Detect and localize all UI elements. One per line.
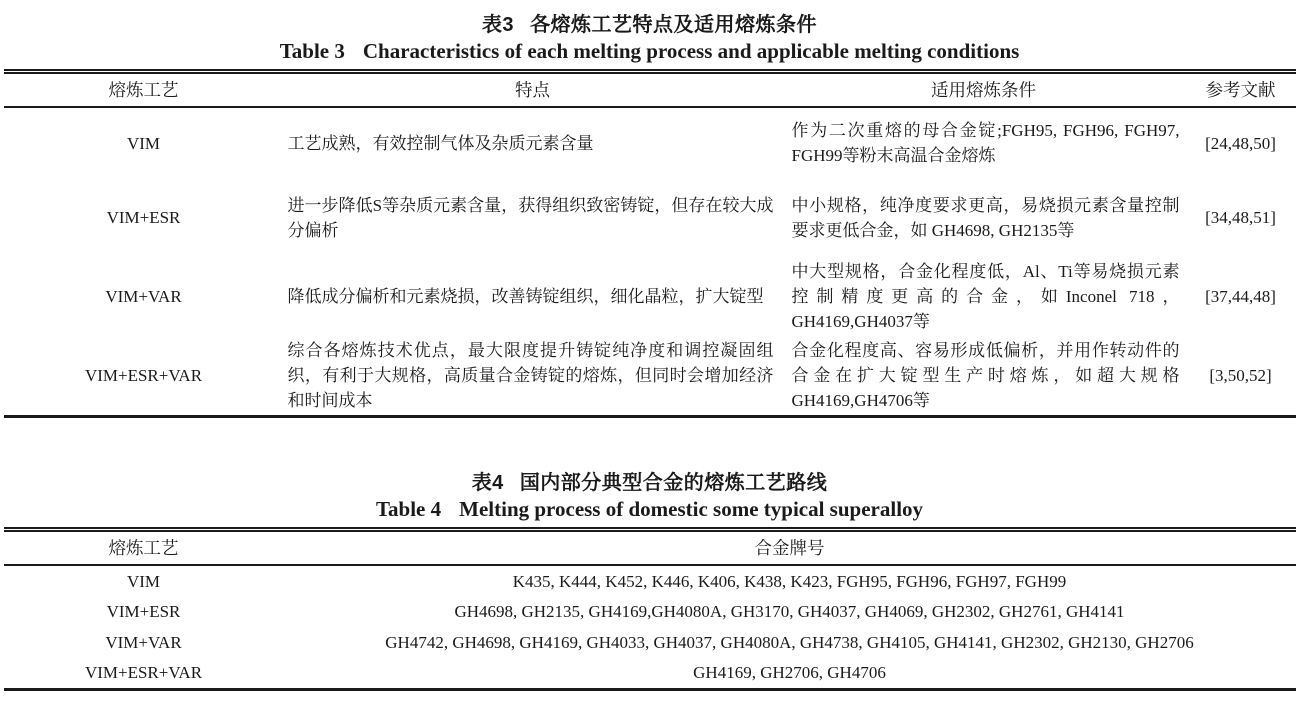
alloy-cell: GH4698, GH2135, GH4169,GH4080A, GH3170, GH4037, GH4069, GH2302, GH2761, GH4141 <box>454 602 1125 621</box>
table4-cn-label: 表4 <box>471 471 504 494</box>
table4-cn-text: 国内部分典型合金的熔炼工艺路线 <box>519 471 828 494</box>
table3 <box>4 69 1296 418</box>
table3-title-en <box>0 39 1299 64</box>
table3-header <box>4 72 1296 107</box>
condition-cell: 作为二次重熔的母合金锭;FGH95, FGH96, FGH97, FGH99等粉末高温合金熔炼 <box>791 121 1180 165</box>
table-row <box>4 658 1296 689</box>
column-header-condition: 适用熔炼条件 <box>782 72 1186 107</box>
table4-en-text: Melting process of domestic some typical superalloy <box>459 496 924 521</box>
table3-section <box>0 12 1299 418</box>
condition-cell: 中小规格，纯净度要求更高，易烧损元素含量控制要求更低合金，如 GH4698, GH2135等 <box>791 195 1180 240</box>
alloy-cell: K435, K444, K452, K446, K406, K438, K423, FGH95, FGH96, FGH97, FGH99 <box>512 571 1067 591</box>
table3-body <box>4 107 1296 417</box>
table4-title-cn <box>0 470 1299 496</box>
table-row <box>4 257 1296 336</box>
condition-cell: 中大型规格，合金化程度低，Al、Ti等易烧损元素控制精度更高的合金，如Inconel 718，GH4169,GH4037等 <box>791 261 1180 331</box>
process-cell: VIM+VAR <box>105 633 182 652</box>
table-row <box>4 179 1296 257</box>
feature-cell: 工艺成熟，有效控制气体及杂质元素含量 <box>287 133 594 153</box>
alloy-cell: GH4169, GH2706, GH4706 <box>693 663 886 683</box>
column-header-feature: 特点 <box>284 72 782 107</box>
table-row <box>4 565 1296 596</box>
process-cell: VIM <box>126 133 161 153</box>
table3-cn-text: 各熔炼工艺特点及适用熔炼条件 <box>530 14 818 36</box>
column-header-alloy-grades: 合金牌号 <box>284 529 1296 565</box>
column-header-process: 熔炼工艺 <box>4 72 284 107</box>
alloy-cell: GH4742, GH4698, GH4169, GH4033, GH4037, GH4080A, GH4738, GH4105, GH4141, GH2302, GH2130, GH2706 <box>385 633 1194 652</box>
process-cell: VIM+ESR+VAR <box>84 365 203 385</box>
table4-header-row <box>4 529 1296 565</box>
table4-header <box>4 529 1296 565</box>
table3-cn-label: 表3 <box>481 14 515 36</box>
reference-cell: [34,48,51] <box>1205 208 1276 227</box>
feature-cell: 降低成分偏析和元素烧损，改善铸锭组织，细化晶粒，扩大锭型 <box>287 286 764 306</box>
column-header-references: 参考文献 <box>1186 72 1296 107</box>
table3-title-cn <box>0 12 1299 38</box>
table-row <box>4 596 1296 627</box>
process-cell: VIM+VAR <box>105 286 182 306</box>
table3-header-row <box>4 72 1296 107</box>
feature-cell: 综合各熔炼技术优点，最大限度提升铸锭纯净度和调控凝固组织，有利于大规格，高质量合金铸锭的熔炼，但同时会增加经济和时间成本 <box>287 340 774 410</box>
column-header-process: 熔炼工艺 <box>4 529 284 565</box>
process-cell: VIM+ESR <box>106 208 181 227</box>
reference-cell: [37,44,48] <box>1205 286 1276 306</box>
reference-cell: [24,48,50] <box>1205 133 1276 153</box>
table-row <box>4 107 1296 179</box>
table4-title-en <box>0 497 1299 522</box>
feature-cell: 进一步降低S等杂质元素含量，获得组织致密铸锭，但存在较大成分偏析 <box>287 195 774 240</box>
table4 <box>4 527 1296 691</box>
table-row <box>4 627 1296 658</box>
process-cell: VIM+ESR+VAR <box>84 663 203 683</box>
table3-en-text: Characteristics of each melting process and applicable melting conditions <box>362 39 1020 63</box>
table-row <box>4 336 1296 417</box>
table4-en-label: Table 4 <box>375 496 442 521</box>
process-cell: VIM+ESR <box>106 602 181 621</box>
table4-body <box>4 565 1296 689</box>
condition-cell: 合金化程度高、容易形成低偏析，并用作转动件的合金在扩大锭型生产时熔炼，如超大规格 GH4169,GH4706等 <box>791 340 1180 410</box>
reference-cell: [3,50,52] <box>1209 365 1272 385</box>
table3-en-label: Table 3 <box>279 39 345 63</box>
process-cell: VIM <box>126 571 161 591</box>
table4-section <box>0 470 1299 691</box>
